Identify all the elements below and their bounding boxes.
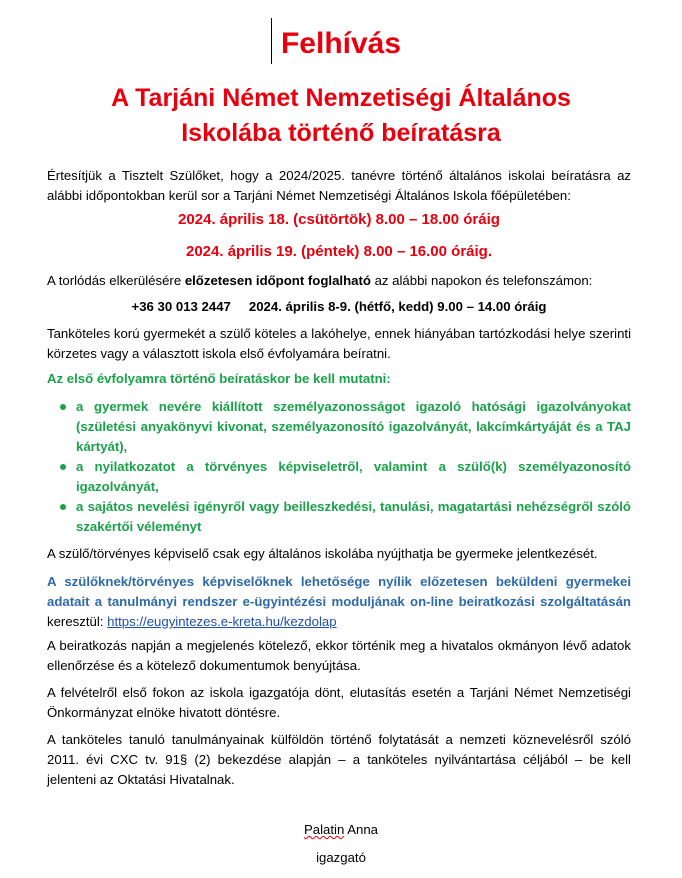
enrollment-date-2: 2024. április 19. (péntek) 8.00 – 16.00 óráig. — [186, 243, 492, 260]
signature-name — [0, 820, 682, 840]
online-blue-text: A szülőknek/törvényes képviselőknek lehetősége nyílik előzetesen beküldeni gyermekei adatait a tanulmányi rendszer e-ügyintézési moduljának on-line beiratkozási szolgáltatásán — [47, 574, 631, 609]
booking-contact — [47, 297, 631, 317]
booking-post: az alábbi napokon és telefonszámon: — [370, 273, 593, 288]
page-title: Felhívás — [280, 27, 402, 60]
abroad-paragraph: A tanköteles tanuló tanulmányainak külföldön történő folytatását a nemzeti köznevelésről szóló 2011. évi CXC tv. 91§ (2) bekezdése alapján – a tanköteles nyilvántartása céljából – be kell jelenteni az Oktatási Hivatalnak. — [47, 732, 631, 787]
decision-paragraph: A felvételről első fokon az iskola igazgatója dönt, elutasítás esetén a Tarjáni Német Nemzetiségi Önkormányzat elnöke hivatott döntésre. — [47, 685, 631, 720]
booking-time: 2024. április 8-9. (hétfő, kedd) 9.00 – 14.00 óráig — [248, 299, 547, 314]
list-item: a nyilatkozatot a törvényes képviseletről, valamint a szülő(k) személyazonosító igazolványát, — [76, 457, 631, 497]
online-paragraph — [47, 572, 631, 632]
booking-pre: A torlódás elkerülésére — [47, 273, 185, 288]
subtitle-line-1: A Tarjáni Német Nemzetiségi Általános — [111, 84, 571, 112]
list-item: a sajátos nevelési igényről vagy beilleszkedési, tanulási, magatartási nehézségről szóló szakértői véleményt — [76, 497, 631, 537]
eugyintezes-link[interactable]: https://eugyintezes.e-kreta.hu/kezdolap — [107, 614, 337, 629]
signature-last-name: Anna — [347, 822, 379, 837]
one-school-paragraph: A szülő/törvényes képviselő csak egy általános iskolába nyújthatja be gyermeke jelentkezését. — [47, 546, 598, 561]
bullet-icon — [60, 504, 66, 510]
intro-paragraph: Értesítjük a Tisztelt Szülőket, hogy a 2024/2025. tanévre történő általános iskolai beíratásra az alábbi időpontokban kerül sor a Tarjáni Német Nemzetiségi Általános Iskola főépületében: — [47, 168, 631, 203]
bullet-icon — [60, 404, 66, 410]
booking-phone: +36 30 013 2447 — [131, 299, 231, 314]
signature-first-name: Palatin — [303, 822, 345, 837]
obligation-paragraph: Tanköteles korú gyermekét a szülő köteles a lakóhelye, ennek hiányában tartózkodási helye szerinti körzetes vagy a választott iskola első évfolyamára beíratni. — [47, 326, 631, 361]
booking-bold: előzetesen időpont foglalható — [184, 273, 371, 288]
bullet-icon — [60, 464, 66, 470]
documents-heading: Az első évfolyamra történő beíratáskor be kell mutatni: — [47, 371, 391, 386]
signature-role: igazgató — [316, 850, 366, 865]
subtitle-line-2: Iskolába történő beíratásra — [181, 119, 501, 147]
booking-paragraph — [47, 271, 631, 291]
enrollment-date-1: 2024. április 18. (csütörtök) 8.00 – 18.00 óráig — [178, 211, 500, 228]
list-item: a gyermek nevére kiállított személyazonosságot igazoló hatósági igazolványokat (születési anyakönyvi kivonat, személyazonosító igazolványát, lakcímkártyáját és a TAJ kártyát), — [76, 397, 631, 457]
online-pre-link: keresztül: — [47, 614, 108, 629]
attendance-paragraph: A beiratkozás napján a megjelenés kötelező, ekkor történik meg a hivatalos okmányon lévő adatok ellenőrzése és a kötelező dokumentumok benyújtása. — [47, 638, 631, 673]
